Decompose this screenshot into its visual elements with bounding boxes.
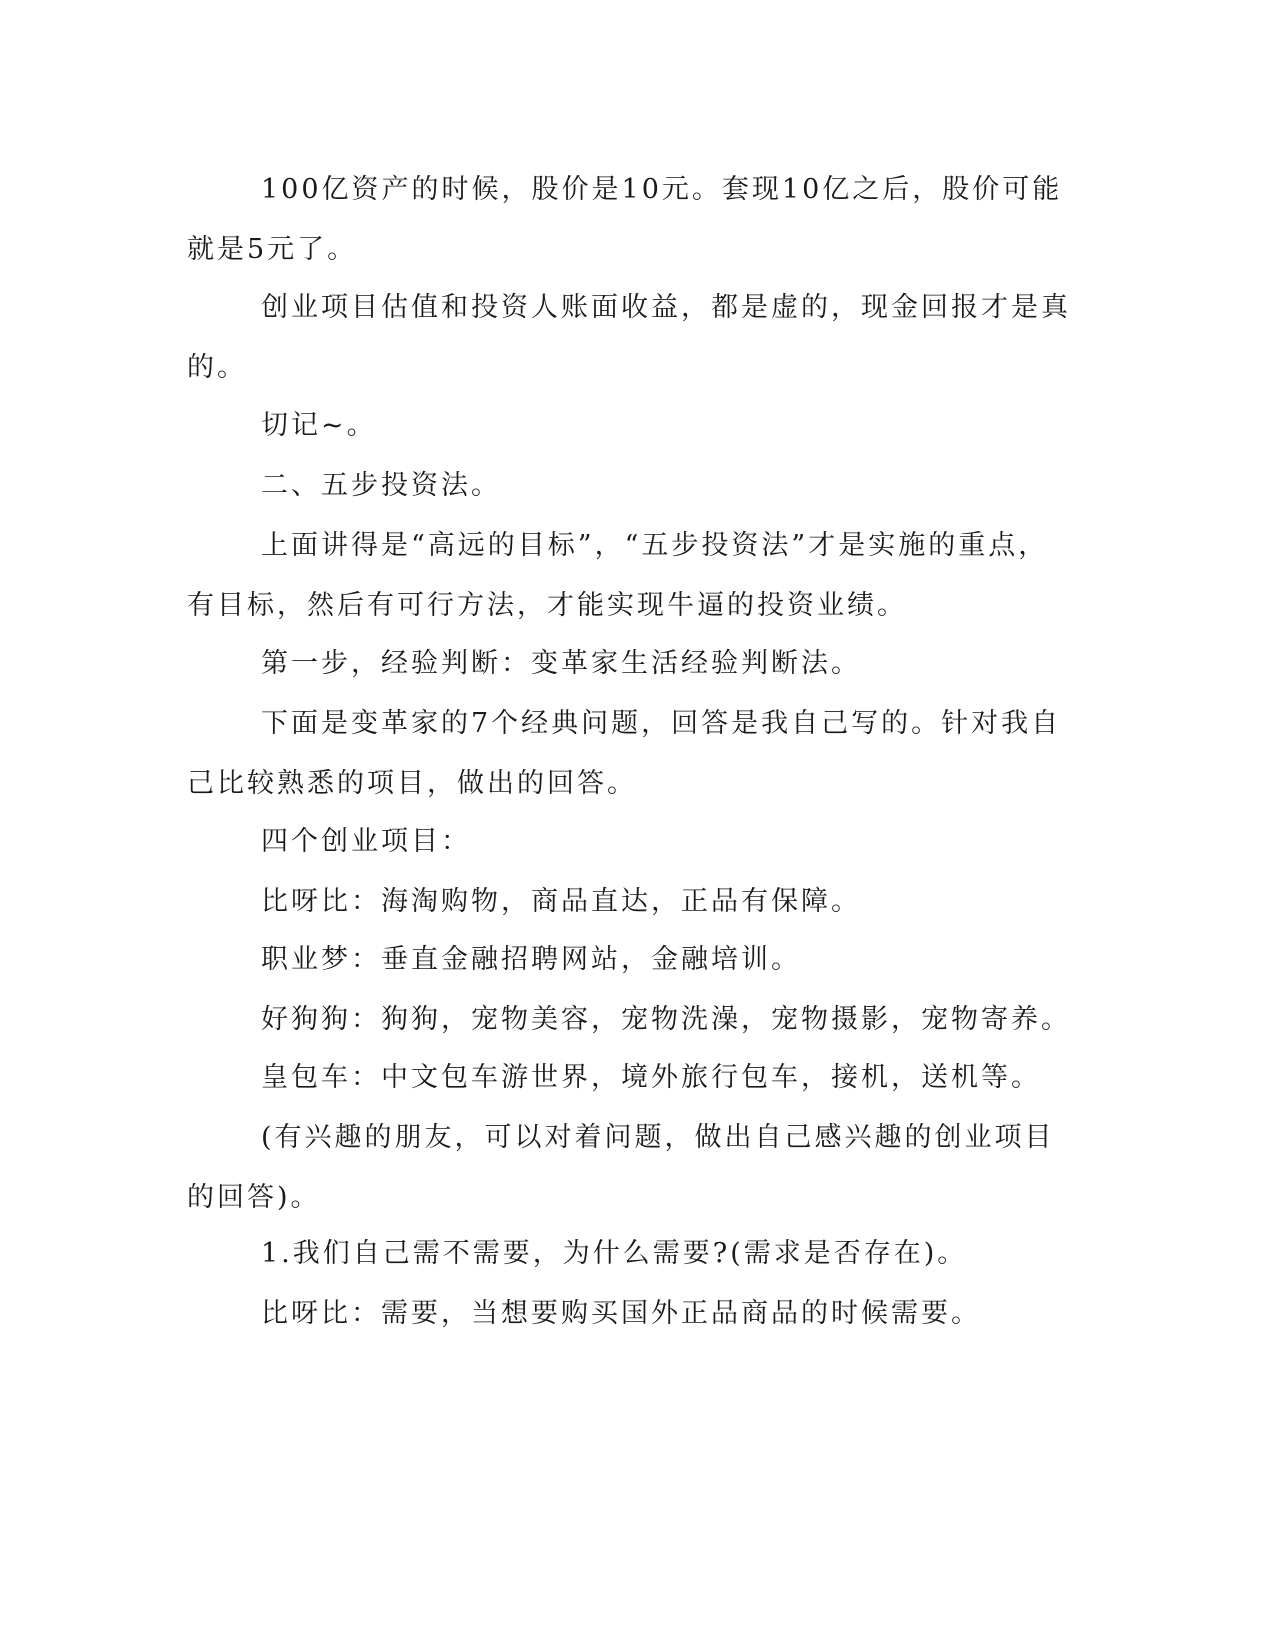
paragraph-1: 100亿资产的时候，股价是10元。套现10亿之后，股价可能就是5元了。	[187, 174, 1063, 265]
project-zhiyemeng: 职业梦：垂直金融招聘网站，金融培训。	[261, 944, 801, 975]
question-1: 1.我们自己需不需要，为什么需要?(需求是否存在)。	[261, 1238, 968, 1269]
paragraph-four-projects: 四个创业项目：	[261, 826, 471, 857]
project-biyabi: 比呀比：海淘购物，商品直达，正品有保障。	[261, 886, 861, 917]
paragraph-13: (有兴趣的朋友，可以对着问题，做出自己感兴趣的创业项目的回答)。	[187, 1122, 1055, 1213]
paragraph-step-one: 第一步，经验判断：变革家生活经验判断法。	[261, 648, 861, 679]
answer-biyabi: 比呀比：需要，当想要购买国外正品商品的时候需要。	[261, 1298, 981, 1329]
section-heading-five-step-method: 二、五步投资法。	[261, 470, 501, 501]
paragraph-5: 上面讲得是“高远的目标”，“五步投资法”才是实施的重点，有目标，然后有可行方法，才能实现牛逼的投资业绩。	[187, 530, 1049, 621]
paragraph-7: 下面是变革家的7个经典问题，回答是我自己写的。针对我自己比较熟悉的项目，做出的回答。	[187, 708, 1062, 799]
project-haogougou: 好狗狗：狗狗，宠物美容，宠物洗澡，宠物摄影，宠物寄养。	[261, 1004, 1071, 1035]
paragraph-2: 创业项目估值和投资人账面收益，都是虚的，现金回报才是真的。	[187, 292, 1071, 383]
paragraph-3: 切记~。	[261, 410, 377, 441]
project-huangbaoche: 皇包车：中文包车游世界，境外旅行包车，接机，送机等。	[261, 1062, 1041, 1093]
